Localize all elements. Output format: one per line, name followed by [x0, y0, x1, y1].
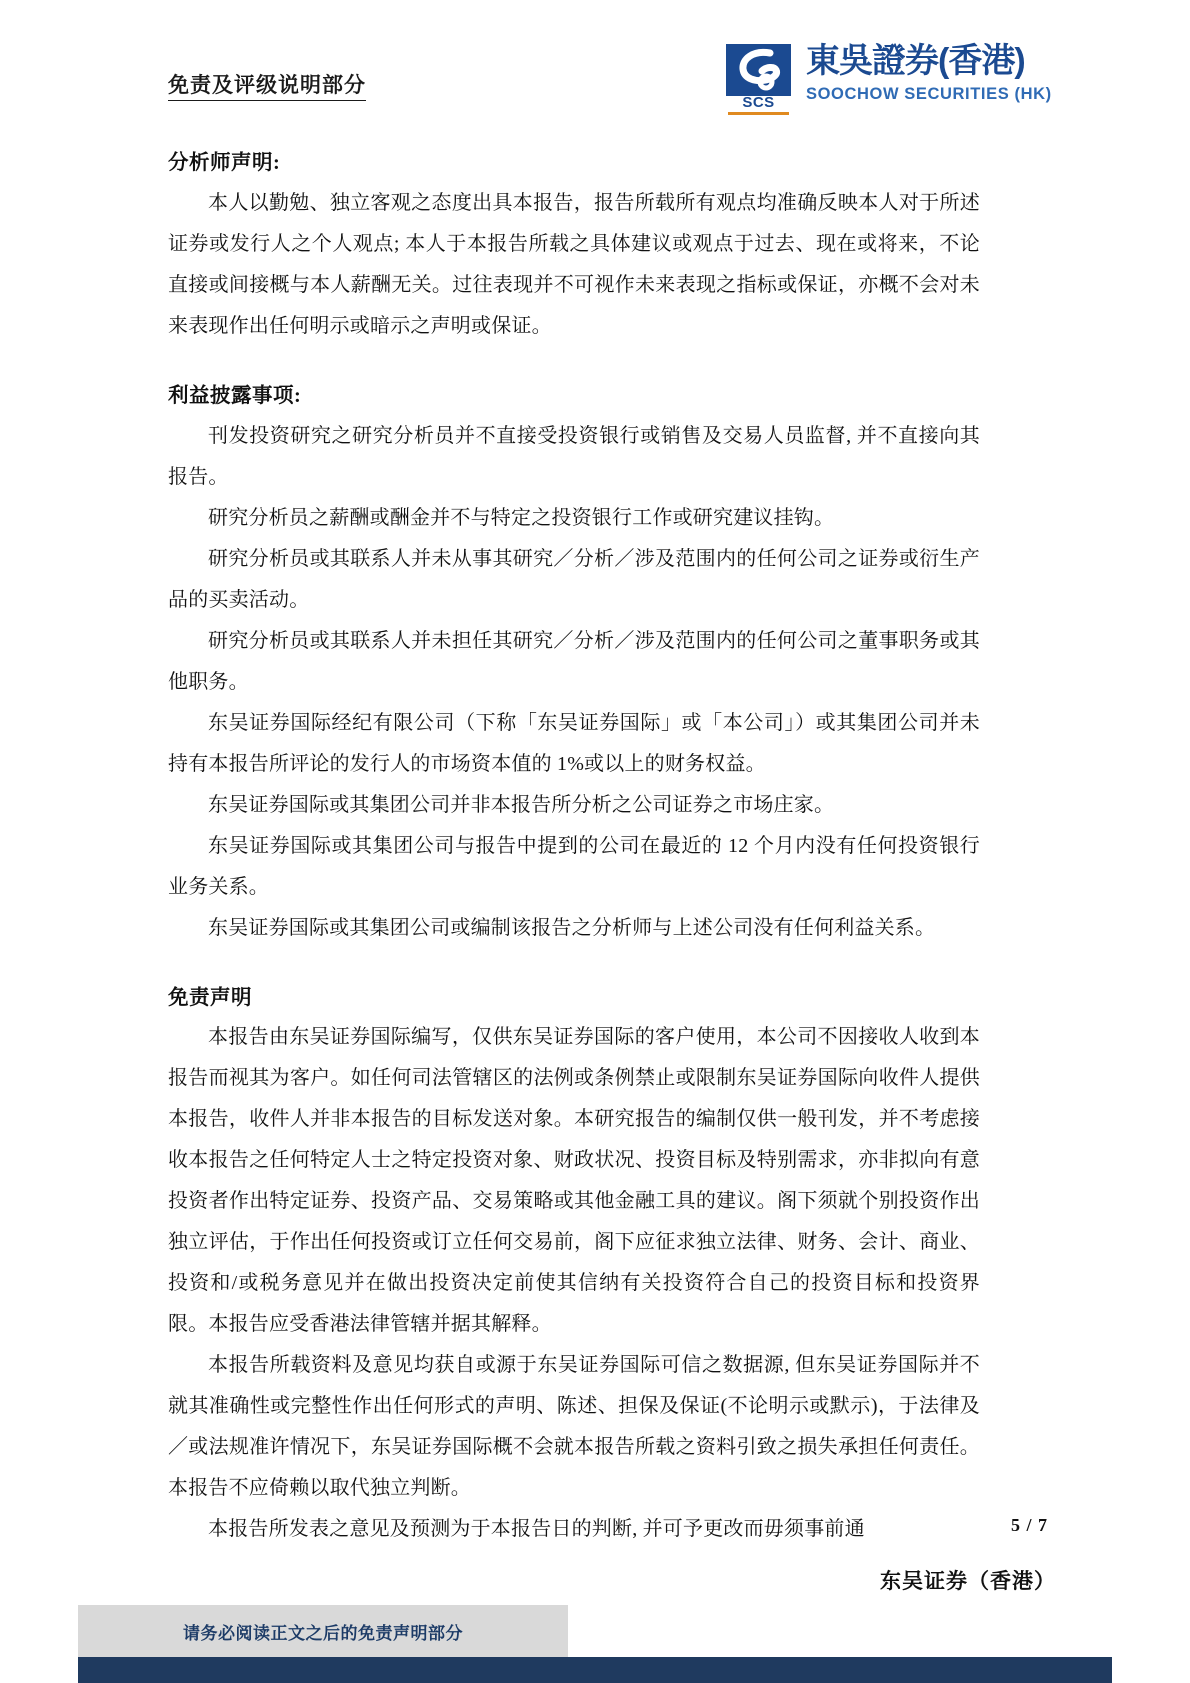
section-heading: 分析师声明:: [168, 152, 281, 174]
paragraph: 刊发投资研究之研究分析员并不直接受投资银行或销售及交易人员监督, 并不直接向其报告。: [168, 424, 980, 488]
paragraph: 本报告由东吴证券国际编写，仅供东吴证券国际的客户使用，本公司不因接收人收到本报告而视其为客户。如任何司法管辖区的法例或条例禁止或限制东吴证券国际向收件人提供本报告，收件人并非本报告的目标发送对象。本研究报告的编制仅供一般刊发，并不考虑接收本报告之任何特定人士之特定投资对象、财政状况、投资目标及特别需求，亦非拟向有意投资者作出特定证券、投资产品、交易策略或其他金融工具的建议。阁下须就个别投资作出独立评估，于作出任何投资或订立任何交易前，阁下应征求独立法律、财务、会计、商业、投资和/或税务意见并在做出投资决定前使其信纳有关投资符合自己的投资目标和投资界限。本报告应受香港法律管辖并据其解释。: [168, 1026, 980, 1336]
spacer: [168, 347, 980, 381]
footer-color-bar: [78, 1657, 1112, 1683]
paragraph: 本报告所发表之意见及预测为于本报告日的判断, 并可予更改而毋须事前通: [208, 1518, 865, 1541]
page-footer: [0, 1453, 1190, 1683]
logo-company-name-cn: 東吳證券(香港): [806, 42, 1025, 80]
spacer: [168, 949, 980, 983]
paragraph: 东吴证券国际经纪有限公司（下称「东吴证券国际」或「本公司」）或其集团公司并未持有本报告所评论的发行人的市场资本值的 1%或以上的财务权益。: [168, 711, 980, 775]
logo-underline-accent: [728, 112, 789, 115]
footer-brand-name: 东吴证券（香港）: [880, 1569, 1056, 1593]
paragraph: 本报告所载资料及意见均获自或源于东吴证券国际可信之数据源, 但东吴证券国际并不就其准确性或完整性作出任何形式的声明、陈述、担保及保证(不论明示或默示)，于法律及／或法规准许情况下，东吴证券国际概不会就本报告所载之资料引致之损失承担任何责任。本报告不应倚赖以取代独立判断。: [168, 1354, 980, 1500]
document-body: [168, 148, 980, 1550]
footer-disclaimer-note: [78, 1605, 568, 1657]
paragraph: 东吴证券国际或其集团公司与报告中提到的公司在最近的 12 个月内没有任何投资银行业务关系。: [168, 834, 980, 898]
section-interest-disclosure: [168, 381, 980, 949]
section-analyst-statement: [168, 148, 980, 347]
paragraph: 研究分析员或其联系人并未从事其研究／分析／涉及范围内的任何公司之证券或衍生产品的买卖活动。: [168, 547, 980, 611]
logo-monogram: SCS: [742, 94, 775, 111]
logo-wordmark: [806, 44, 1052, 104]
logo-company-name-en: SOOCHOW SECURITIES (HK): [806, 85, 1052, 103]
logo-square-shape: [726, 44, 791, 96]
paragraph: 本人以勤勉、独立客观之态度出具本报告，报告所载所有观点均准确反映本人对于所述证券或发行人之个人观点; 本人于本报告所载之具体建议或观点于过去、现在或将来，不论直接或间接概与本人薪酬无关。过往表现并不可视作未来表现之指标或保证，亦概不会对未来表现作出任何明示或暗示之声明或保证。: [168, 191, 980, 337]
logo-emblem-icon: [726, 44, 798, 114]
page-header: [0, 0, 1190, 135]
section-heading: 免责声明: [168, 986, 252, 1009]
paragraph: 东吴证券国际或其集团公司并非本报告所分析之公司证券之市场庄家。: [208, 793, 835, 816]
paragraph: 研究分析员之薪酬或酬金并不与特定之投资银行工作或研究建议挂钩。: [208, 506, 835, 529]
paragraph: 东吴证券国际或其集团公司或编制该报告之分析师与上述公司没有任何利益关系。: [208, 916, 936, 939]
company-logo: [726, 44, 1052, 114]
paragraph: 研究分析员或其联系人并未担任其研究／分析／涉及范围内的任何公司之董事职务或其他职务。: [168, 629, 980, 693]
footer-note-text: 请务必阅读正文之后的免责声明部分: [183, 1623, 463, 1643]
page-number: 5 / 7: [1010, 1515, 1048, 1535]
page-title: 免责及评级说明部分: [168, 74, 366, 101]
section-heading: 利益披露事项:: [168, 384, 302, 407]
